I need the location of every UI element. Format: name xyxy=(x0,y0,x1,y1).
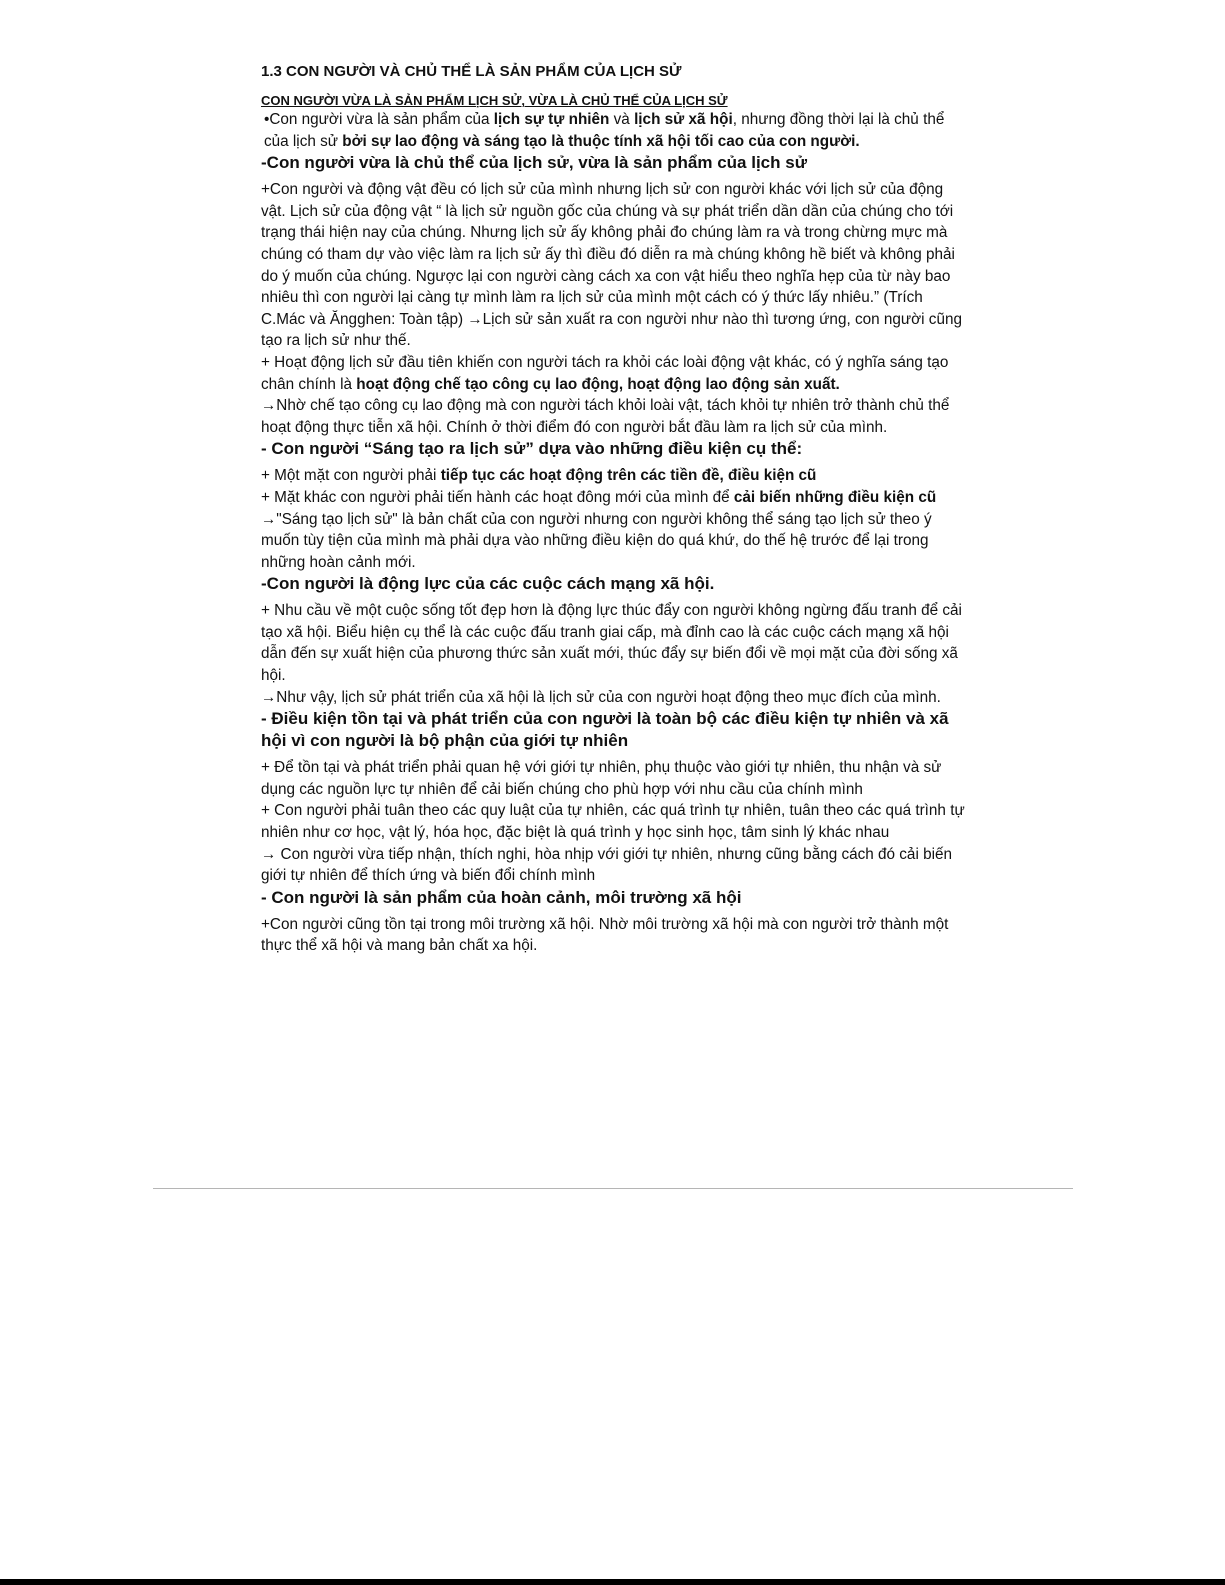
paragraph-transform-conditions: + Mặt khác con người phải tiến hành các hoạt đông mới của mình để cải biến những điều kiện cũ xyxy=(261,488,937,506)
page-divider xyxy=(153,1188,1073,1189)
intro-paragraph: •Con người vừa là sản phẩm của lịch sự tự nhiên và lịch sử xã hội, nhưng đồng thời lại là chủ thể của lịch sử bởi sự lao động và sáng tạo là thuộc tính xã hội tối cao của con người. xyxy=(264,111,945,150)
paragraph-social-history: →Như vậy, lịch sử phát triển của xã hội là lịch sử của con người hoạt động theo mục đích của mình. xyxy=(261,688,941,706)
heading-creating-history: - Con người “Sáng tạo ra lịch sử” dựa vào những điều kiện cụ thể: xyxy=(261,439,803,459)
paragraph-history-animals: +Con người và động vật đều có lịch sử của mình nhưng lịch sử con người khác với lịch sử của động vật. Lịch sử của động vật “ là lịch sử nguồn gốc của chúng và sự phát triển dần dần của chúng cho tới trạng thái hiện nay của chúng. Nhưng lịch sử ấy không phải đo chúng làm ra và trong chừng mực mà chúng có tham dự vào việc làm ra lịch sử ấy thì điều đó diễn ra mà chúng không hề biết và không phải do ý muốn của chúng. Ngược lại con người càng cách xa con vật hiểu theo nghĩa hẹp của từ này bao nhiêu thì con người lại càng tự mình làm ra lịch sử của mình một cách có ý thức lấy nhiêu.” (Trích C.Mác và Ăngghen: Toàn tập) →Lịch sử sản xuất ra con người như nào thì tương ứng, con người cũng tạo ra lịch sử như thế. xyxy=(261,181,962,350)
heading-subject-and-product: -Con người vừa là chủ thể của lịch sử, vừa là sản phẩm của lịch sử xyxy=(261,153,808,173)
heading-existence-conditions: - Điều kiện tồn tại và phát triển của con người là toàn bộ các điều kiện tự nhiên và xã hội vì con người là bộ phận của giới tự nhiên xyxy=(261,709,949,751)
bottom-edge-bar xyxy=(0,1579,1225,1585)
paragraph-first-activity: + Hoạt động lịch sử đầu tiên khiến con người tách ra khỏi các loài động vật khác, có ý nghĩa sáng tạo chân chính là hoạt động chế tạo công cụ lao động, hoạt động lao động sản xuất. xyxy=(261,353,949,393)
heading-social-environment: - Con người là sản phẩm của hoàn cảnh, môi trường xã hội xyxy=(261,887,742,907)
paragraph-better-life: + Nhu cầu về một cuộc sống tốt đẹp hơn là động lực thúc đẩy con người không ngừng đấu tranh để cải tạo xã hội. Biểu hiện cụ thể là các cuộc đấu tranh giai cấp, mà đỉnh cao là các cuộc cách mạng xã hội dẫn đến sự xuất hiện của phương thức sản xuất mới, thúc đẩy sự biến đổi về mọi mặt của đời sống xã hội. xyxy=(261,602,962,685)
section-title: 1.3 CON NGƯỜI VÀ CHỦ THỂ LÀ SẢN PHẨM CỦA LỊCH SỬ xyxy=(261,63,682,80)
section-subtitle: CON NGƯỜI VỪA LÀ SẢN PHẨM LỊCH SỬ, VỪA LÀ CHỦ THỂ CỦA LỊCH SỬ xyxy=(261,93,728,108)
paragraph-creating-history-essence: →"Sáng tạo lịch sử" là bản chất của con người nhưng con người không thể sáng tạo lịch sử theo ý muốn tùy tiện của mình mà phải dựa vào những điều kiện do quá khứ, do thế hệ trước để lại trong những hoàn cảnh mới. xyxy=(261,510,932,571)
paragraph-relation-nature: + Để tồn tại và phát triển phải quan hệ với giới tự nhiên, phụ thuộc vào giới tự nhiên, thu nhận và sử dụng các nguồn lực tự nhiên để cải biến chúng cho phù hợp với nhu cầu của chính mình xyxy=(261,759,942,798)
paragraph-laws-nature: + Con người phải tuân theo các quy luật của tự nhiên, các quá trình tự nhiên, tuân theo các quá trình tự nhiên như cơ học, vật lý, hóa học, đặc biệt là quá trình y học sinh học, tâm sinh lý khác nhau xyxy=(261,802,965,842)
paragraph-social-entity: +Con người cũng tồn tại trong môi trường xã hội. Nhờ môi trường xã hội mà con người trở thành một thực thể xã hội và mang bản chất xa hội. xyxy=(261,915,949,955)
paragraph-old-conditions: + Một mặt con người phải tiếp tục các hoạt động trên các tiền đề, điều kiện cũ xyxy=(261,467,817,485)
paragraph-tool-making: →Nhờ chế tạo công cụ lao động mà con người tách khỏi loài vật, tách khỏi tự nhiên trở thành chủ thể hoạt động thực tiễn xã hội. Chính ở thời điểm đó con người bắt đầu làm ra lịch sử của mình. xyxy=(261,397,950,436)
heading-revolution-driver: -Con người là động lực của các cuộc cách mạng xã hội. xyxy=(261,574,715,594)
document-page xyxy=(261,62,971,957)
paragraph-adapt-nature: → Con người vừa tiếp nhận, thích nghi, hòa nhịp với giới tự nhiên, nhưng cũng bằng cách đó cải biến giới tự nhiên để thích ứng và biến đổi chính mình xyxy=(261,845,953,885)
